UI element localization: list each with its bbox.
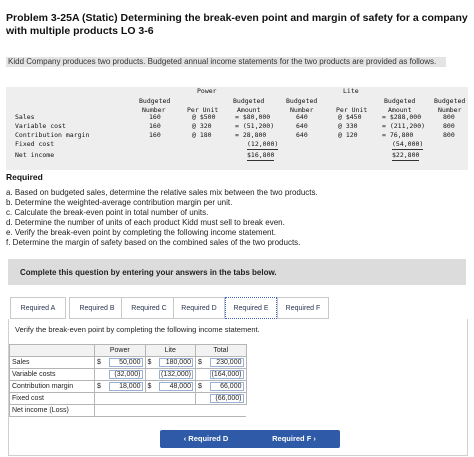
dollar-sign: [196, 405, 208, 417]
col-header-number: Number: [290, 106, 314, 114]
dollar-sign: [145, 405, 157, 417]
power-number: 160: [149, 113, 161, 121]
total-number: 640: [296, 122, 308, 130]
dollar-sign: [145, 369, 157, 381]
lite-variable-costs-input[interactable]: (132,000): [159, 370, 193, 379]
row-label-fixed-cost: Fixed cost: [15, 140, 55, 148]
worksheet-label: Contribution margin: [10, 381, 95, 393]
required-item: e. Verify the break-even point by completing the following income statement.: [6, 228, 276, 237]
worksheet-header-lite: Lite: [145, 345, 196, 357]
tab-required-c[interactable]: Required C: [121, 297, 177, 319]
power-fixed-cost-cell: [107, 393, 146, 405]
lite-per-unit: @ 120: [338, 131, 358, 139]
tab-required-a[interactable]: Required A: [10, 297, 66, 319]
power-sales-input[interactable]: 50,000: [109, 358, 143, 367]
tab-required-d[interactable]: Required D: [173, 297, 225, 319]
next-tab-label: Required F: [272, 434, 312, 443]
power-amount: $16,800: [247, 151, 275, 159]
instructions-banner: [8, 259, 466, 285]
lite-sales-input[interactable]: 180,000: [159, 358, 193, 367]
dollar-sign: [95, 405, 107, 417]
chevron-left-icon: ‹: [183, 434, 187, 443]
required-item: c. Calculate the break-even point in total number of units.: [6, 208, 209, 217]
lite-per-unit: @ $450: [338, 113, 362, 121]
lite-amount: $22,800: [392, 151, 420, 159]
required-list: [6, 188, 318, 248]
prev-tab-button[interactable]: [160, 430, 252, 448]
panel-instruction: Verify the break-even point by completing the following income statement.: [15, 325, 260, 334]
lite-per-unit: @ 330: [338, 122, 358, 130]
prev-tab-label: Required D: [188, 434, 229, 443]
col-header-per-unit: Per Unit: [336, 106, 368, 114]
dollar-sign: [196, 393, 208, 405]
power-net-income-cell: [107, 405, 146, 417]
total-sales-input[interactable]: 230,000: [210, 358, 244, 367]
dollar-sign: [95, 369, 107, 381]
worksheet-label: Variable costs: [10, 369, 95, 381]
dollar-sign: $: [145, 357, 157, 369]
power-contribution-margin-input[interactable]: 18,000: [109, 382, 143, 391]
power-amount: = $80,000: [235, 113, 271, 121]
total-number: 640: [296, 113, 308, 121]
col-header-number: Number: [438, 106, 462, 114]
col-header-budgeted: Budgeted: [233, 97, 265, 105]
row-label-sales: Sales: [15, 113, 35, 121]
power-amount: = 28,800: [235, 131, 267, 139]
worksheet-corner: [10, 345, 95, 357]
lite-net-income-cell: [157, 405, 196, 417]
dollar-sign: $: [196, 357, 208, 369]
lite-fixed-cost-cell: [157, 393, 196, 405]
chevron-right-icon: ›: [313, 434, 316, 443]
required-item: f. Determine the margin of safety based on the combined sales of the two products.: [6, 238, 301, 247]
lite-contribution-margin-input[interactable]: 48,000: [159, 382, 193, 391]
dollar-sign: [196, 369, 208, 381]
last-number: 800: [443, 122, 455, 130]
total-contribution-margin-input[interactable]: 66,000: [210, 382, 244, 391]
dollar-sign: $: [196, 381, 208, 393]
dollar-sign: $: [95, 381, 107, 393]
required-heading: Required: [6, 172, 43, 182]
tab-required-b[interactable]: Required B: [69, 297, 125, 319]
row-label-contribution-margin: Contribution margin: [15, 131, 90, 139]
col-header-amount: Amount: [388, 106, 412, 114]
row-label-net-income: Net income: [15, 151, 55, 159]
col-header-number: Number: [142, 106, 166, 114]
dollar-sign: $: [145, 381, 157, 393]
worksheet-label: Fixed cost: [10, 393, 95, 405]
banner-text: Complete this question by entering your answers in the tabs below.: [20, 268, 277, 277]
table-row: [10, 405, 247, 417]
required-item: d. Determine the number of units of each product Kidd must sell to break even.: [6, 218, 285, 227]
power-per-unit: @ 180: [192, 131, 212, 139]
power-group-label: Power: [197, 87, 217, 95]
worksheet-label: Sales: [10, 357, 95, 369]
last-number: 800: [443, 131, 455, 139]
power-amount: = (51,200): [235, 122, 275, 130]
income-statement-data: [6, 87, 468, 170]
total-variable-costs-input[interactable]: (164,000): [210, 370, 244, 379]
worksheet-header-power: Power: [95, 345, 146, 357]
problem-title: Problem 3-25A (Static) Determining the break-even point and margin of safety for a company with multiple products LO 3-6: [6, 12, 468, 37]
col-header-per-unit: Per Unit: [187, 106, 219, 114]
dollar-sign: [95, 393, 107, 405]
col-header-amount: Amount: [237, 106, 261, 114]
table-row: [10, 381, 247, 393]
col-header-budgeted: Budgeted: [139, 97, 171, 105]
col-header-budgeted: Budgeted: [286, 97, 318, 105]
required-item: a. Based on budgeted sales, determine the relative sales mix between the two products.: [6, 188, 318, 197]
power-number: 160: [149, 131, 161, 139]
problem-intro: Kidd Company produces two products. Budgeted annual income statements for the two products are provided as follows.: [6, 57, 446, 67]
table-row: [10, 369, 247, 381]
worksheet-label: Net income (Loss): [10, 405, 95, 417]
tab-required-e[interactable]: Required E: [225, 297, 277, 319]
worksheet-header-total: Total: [196, 345, 247, 357]
lite-amount: (54,000): [392, 140, 424, 148]
power-amount: (12,000): [247, 140, 279, 148]
power-number: 160: [149, 122, 161, 130]
lite-group-label: Lite: [343, 87, 359, 95]
dollar-sign: [145, 393, 157, 405]
total-number: 640: [296, 131, 308, 139]
power-per-unit: @ $500: [192, 113, 216, 121]
income-statement-worksheet: [9, 344, 247, 417]
table-row: [10, 357, 247, 369]
required-item: b. Determine the weighted-average contribution margin per unit.: [6, 198, 233, 207]
lite-amount: = (211,200): [382, 122, 426, 130]
table-row: [10, 393, 247, 405]
total-fixed-cost-input[interactable]: (66,000): [210, 394, 244, 403]
lite-amount: = 76,800: [382, 131, 414, 139]
power-per-unit: @ 320: [192, 122, 212, 130]
lite-amount: = $288,000: [382, 113, 422, 121]
last-number: 800: [443, 113, 455, 121]
tab-required-f[interactable]: Required F: [277, 297, 329, 319]
col-header-budgeted: Budgeted: [434, 97, 466, 105]
total-net-income-cell: [208, 405, 247, 417]
dollar-sign: $: [95, 357, 107, 369]
row-label-variable-cost: Variable cost: [15, 122, 66, 130]
col-header-budgeted: Budgeted: [384, 97, 416, 105]
power-variable-costs-input[interactable]: (32,000): [109, 370, 143, 379]
tab-bar: [8, 297, 468, 319]
next-tab-button[interactable]: [248, 430, 340, 448]
